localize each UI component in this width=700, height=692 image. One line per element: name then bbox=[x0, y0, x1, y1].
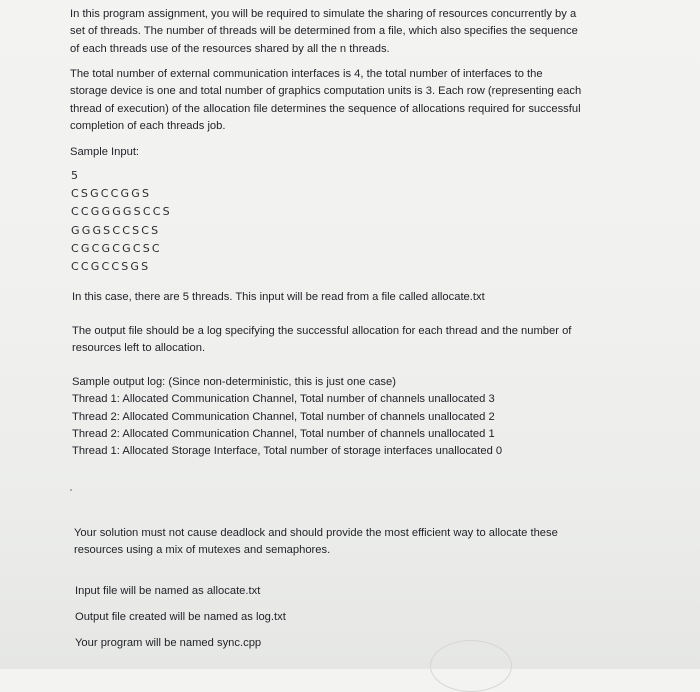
resources-line: The total number of external communication interfaces is 4, the total number of interfaces to the bbox=[70, 68, 543, 80]
input-note: In this case, there are 5 threads. This input will be read from a file called allocate.txt bbox=[72, 291, 485, 303]
intro-line: of each threads use of the resources shared by all the n threads. bbox=[70, 42, 390, 55]
sample-output-block bbox=[72, 374, 502, 460]
requirement-line: Your solution must not cause deadlock and should provide the most efficient way to allocate these bbox=[74, 527, 558, 539]
program-name-note: Your program will be named sync.cpp bbox=[75, 637, 262, 649]
thread-row: CCGGGGSCCS bbox=[71, 205, 172, 219]
resources-line: storage device is one and total number of graphics computation units is 3. Each row (representing each bbox=[70, 85, 582, 98]
sample-input-list bbox=[71, 167, 172, 276]
output-note-paragraph bbox=[72, 323, 571, 358]
resources-line: completion of each threads job. bbox=[70, 119, 226, 132]
sample-output-label: Sample output log: (Since non-deterministic, this is just one case) bbox=[72, 376, 396, 388]
log-line: Thread 1: Allocated Communication Channel, Total number of channels unallocated 3 bbox=[72, 393, 495, 406]
stray-mark bbox=[70, 489, 72, 491]
log-line: Thread 2: Allocated Communication Channel, Total number of channels unallocated 2 bbox=[72, 410, 495, 423]
output-file-note: Output file created will be named as log.txt bbox=[75, 611, 286, 623]
output-note-line: The output file should be a log specifying the successful allocation for each thread and the number of bbox=[72, 325, 572, 337]
intro-line: set of threads. The number of threads will be determined from a file, which also specifies the sequence bbox=[70, 25, 578, 38]
thread-row: GGGSCCSCS bbox=[71, 223, 161, 237]
resources-paragraph bbox=[70, 66, 581, 135]
requirement-paragraph bbox=[74, 525, 558, 560]
intro-paragraph bbox=[70, 6, 578, 58]
thread-row: CCGCCSGS bbox=[71, 260, 151, 274]
intro-line: In this program assignment, you will be required to simulate the sharing of resources concurrently by a bbox=[70, 8, 577, 20]
thread-row: CSGCCGGS bbox=[71, 187, 152, 201]
input-file-note: Input file will be named as allocate.txt bbox=[75, 585, 261, 597]
output-note-line: resources left to allocation. bbox=[72, 342, 206, 355]
thread-row: CGCGCGCSC bbox=[71, 241, 162, 255]
requirement-line: resources using a mix of mutexes and semaphores. bbox=[74, 544, 331, 557]
thread-count: 5 bbox=[71, 169, 81, 182]
background-circle bbox=[430, 640, 512, 692]
resources-line: thread of execution) of the allocation file determines the sequence of allocations required for successful bbox=[70, 102, 581, 115]
sample-input-label: Sample Input: bbox=[70, 146, 140, 158]
log-line: Thread 2: Allocated Communication Channel, Total number of channels unallocated 1 bbox=[72, 427, 495, 440]
log-line: Thread 1: Allocated Storage Interface, Total number of storage interfaces unallocated 0 bbox=[72, 445, 503, 458]
